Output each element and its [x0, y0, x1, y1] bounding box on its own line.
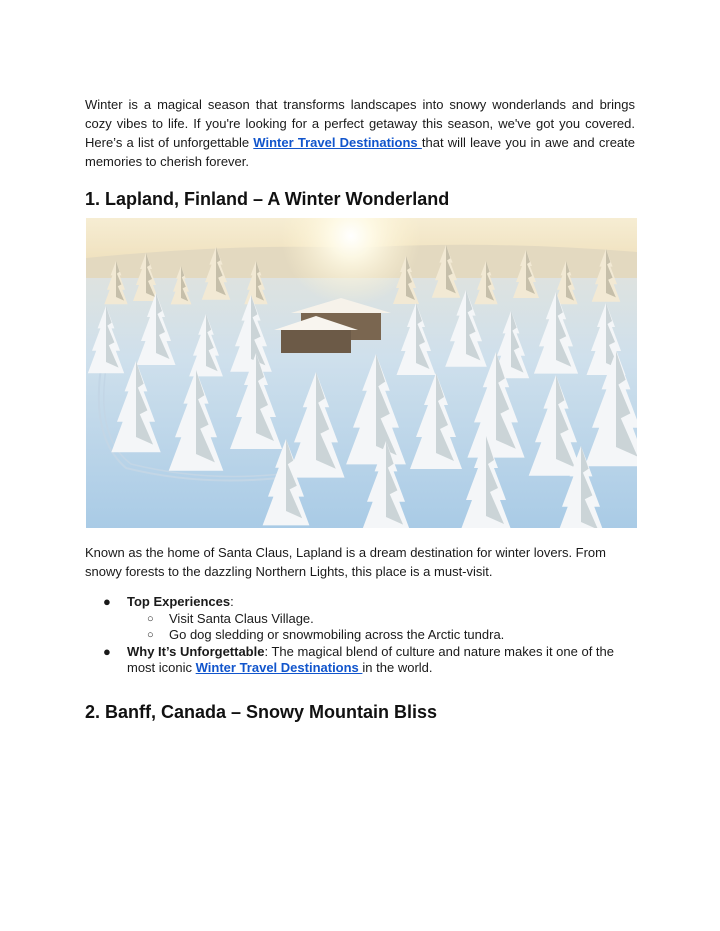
intro-text-before: Winter is a magical season that transforms landscapes into snowy wonderlands and brings cozy vibes to life. If you're looking for a perfect getaway this season, we've got you covered. Here’s a list of unforgettable: [85, 97, 635, 150]
intro-text-after: that will leave you in awe and create memories to cherish forever.: [85, 135, 635, 169]
section2-heading: 2. Banff, Canada – Snowy Mountain Bliss: [85, 702, 438, 722]
list-item-why-unforgettable: [85, 644, 635, 677]
bullet-icon: ●: [103, 594, 111, 609]
intro-paragraph: [85, 95, 635, 171]
section1-paragraph: Known as the home of Santa Claus, Lapland is a dream destination for winter lovers. From snowy forests to the dazzling Northern Lights, this place is a must-visit.: [85, 545, 606, 579]
winter-travel-destinations-link-2[interactable]: Winter Travel Destinations: [195, 660, 363, 675]
sub-bullet-list: [127, 611, 635, 644]
section1-heading: 1. Lapland, Finland – A Winter Wonderland: [85, 189, 450, 209]
why-unforgettable-after: in the world.: [362, 660, 433, 675]
list-item: [127, 627, 635, 644]
section1-bullet-list: [85, 594, 635, 677]
winter-travel-destinations-link[interactable]: Winter Travel Destinations: [253, 135, 422, 150]
why-unforgettable-text: : The magical blend of culture and nature makes it one of the most iconic: [127, 643, 614, 675]
top-experiences-colon: :: [230, 594, 234, 609]
sub-bullet-icon: ○: [147, 629, 154, 641]
snowy-forest-photo: [86, 218, 637, 528]
why-unforgettable-label: Why It’s Unforgettable: [127, 643, 265, 659]
sub-item-text: Go dog sledding or snowmobiling across the Arctic tundra.: [169, 627, 505, 642]
top-experiences-label: Top Experiences: [127, 594, 231, 609]
list-item: [127, 611, 635, 628]
list-item-top-experiences: [85, 594, 635, 644]
bullet-icon: ●: [103, 643, 111, 659]
sub-bullet-icon: ○: [147, 612, 154, 625]
sub-item-text: Visit Santa Claus Village.: [169, 610, 314, 626]
